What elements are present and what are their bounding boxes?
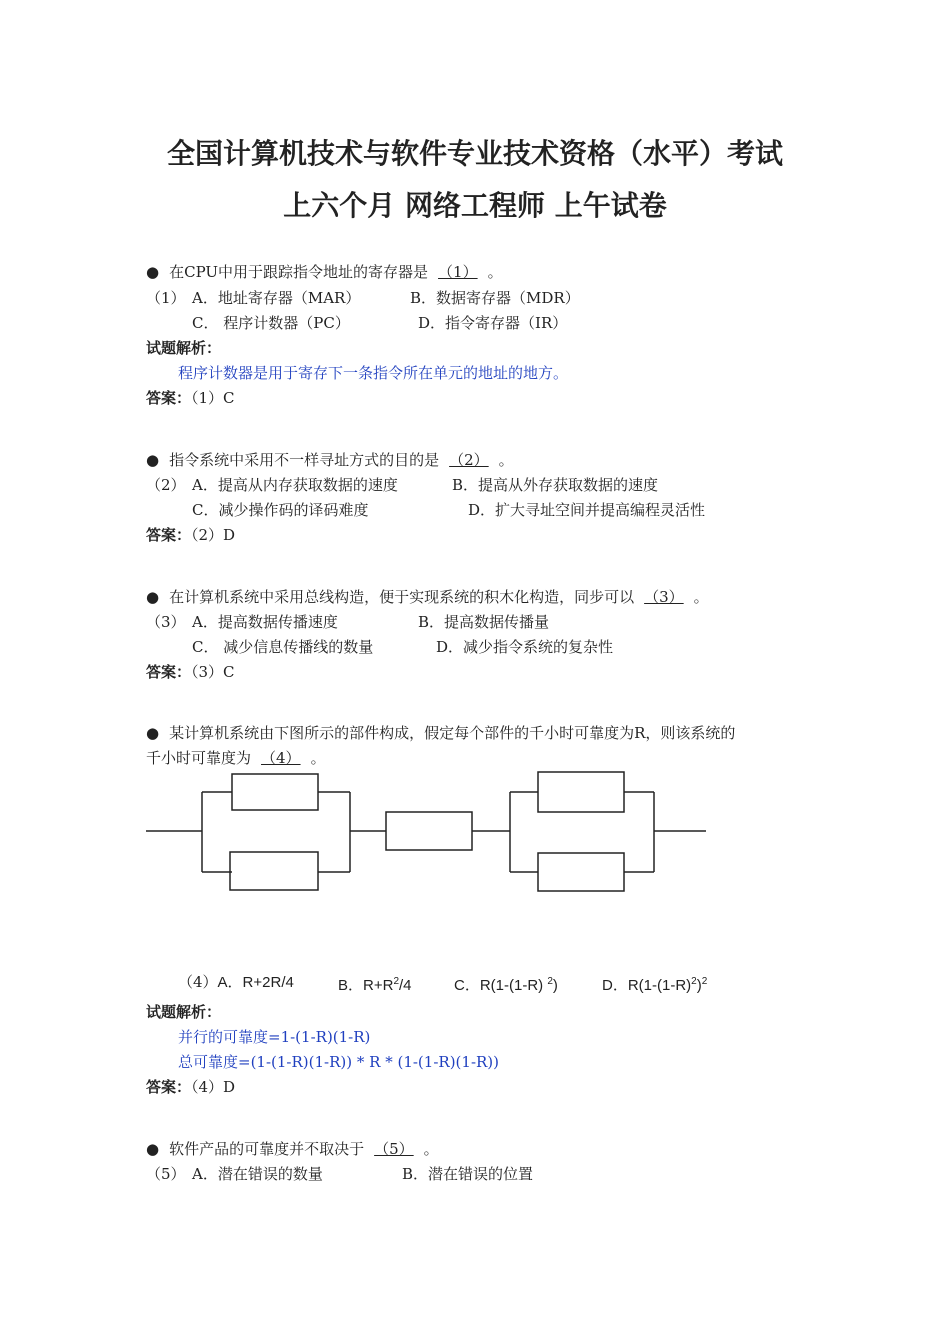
bullet-icon: ● xyxy=(146,1140,160,1158)
answer-blank: （5） xyxy=(374,1140,414,1158)
component-block-bottom-left xyxy=(230,852,318,890)
option-b: B．提高从外存获取数据的速度 xyxy=(452,476,659,494)
option-a: A．R+2R/4 xyxy=(217,974,294,991)
answer-label: 答案： xyxy=(146,663,192,681)
option-b: B．提高数据传播量 xyxy=(418,613,550,631)
question-1-options-row1: （1） A．地址寄存器（MAR） B．数据寄存器（MDR） xyxy=(146,289,580,307)
option-b: B．数据寄存器（MDR） xyxy=(410,289,580,307)
question-3-stem: ● 在计算机系统中采用总线构造，便于实现系统的积木化构造，同步可以 （3） 。 xyxy=(146,588,709,606)
answer-label: 答案： xyxy=(146,1078,192,1096)
option-a: A．提高数据传播速度 xyxy=(192,613,338,631)
answer-blank: （3） xyxy=(644,588,684,606)
question-3-answer: 答案：（3）C xyxy=(146,663,235,681)
question-5-options-row1: （5） A．潜在错误的数量 B．潜在错误的位置 xyxy=(146,1165,534,1183)
option-c: C． 程序计数器（PC） xyxy=(192,314,350,332)
question-3-options-row1: （3） A．提高数据传播速度 B．提高数据传播量 xyxy=(146,613,550,631)
bullet-icon: ● xyxy=(146,724,160,742)
question-4-stem-line1: ● 某计算机系统由下图所示的部件构成，假定每个部件的千小时可靠度为R，则该系统的 xyxy=(146,724,736,742)
question-2-options-row1: （2） A．提高从内存获取数据的速度 B．提高从外存获取数据的速度 xyxy=(146,476,659,494)
component-block-top-right xyxy=(538,772,624,812)
bullet-icon: ● xyxy=(146,451,160,469)
analysis-label: 试题解析： xyxy=(146,339,222,357)
question-1-stem: ● 在CPU中用于跟踪指令地址的寄存器是 （1） 。 xyxy=(146,263,503,281)
question-4-stem-line2: 千小时可靠度为 （4） 。 xyxy=(146,749,326,767)
option-c: C．减少操作码的译码难度 xyxy=(192,501,369,519)
option-d: D．扩大寻址空间并提高编程灵活性 xyxy=(468,501,706,519)
component-block-middle xyxy=(386,812,472,850)
option-b: B．潜在错误的位置 xyxy=(402,1165,534,1183)
option-d: D．$R(1-(1-R)^2)^2$ xyxy=(602,976,708,994)
question-4-options: （4）A．R+2R/4 B．$R+R^2/4$ C．R(1-(1-R) $^2$) D．$R(1-(1-R)^2)^2$ xyxy=(178,973,708,994)
option-d: D．减少指令系统的复杂性 xyxy=(436,638,614,656)
option-a: A．地址寄存器（MAR） xyxy=(192,289,361,307)
component-block-top-left xyxy=(232,774,318,810)
question-5-stem: ● 软件产品的可靠度并不取决于 （5） 。 xyxy=(146,1140,439,1158)
bullet-icon: ● xyxy=(146,588,160,606)
answer-blank: （2） xyxy=(449,451,489,469)
option-b: B．$R+R^2/4$ xyxy=(338,976,412,994)
option-a: A．潜在错误的数量 xyxy=(192,1165,323,1183)
answer-blank: （1） xyxy=(438,263,478,281)
answer-label: 答案： xyxy=(146,389,192,407)
component-block-bottom-right xyxy=(538,853,624,891)
option-d: D．指令寄存器（IR） xyxy=(418,314,568,332)
answer-blank: （4） xyxy=(261,749,301,767)
analysis-text-2: 总可靠度=(1-(1-R)(1-R)) * R * (1-(1-R)(1-R)) xyxy=(178,1053,500,1071)
document-title-line2: 上六个月 网络工程师 上午试卷 xyxy=(283,189,667,222)
option-a: A．提高从内存获取数据的速度 xyxy=(192,476,398,494)
analysis-text-1: 并行的可靠度=1-(1-R)(1-R) xyxy=(178,1028,371,1046)
document-title-line1: 全国计算机技术与软件专业技术资格（水平）考试 xyxy=(166,137,783,170)
question-2-stem: ● 指令系统中采用不一样寻址方式的目的是 （2） 。 xyxy=(146,451,514,469)
question-4-answer: 答案：（4）D xyxy=(146,1078,236,1096)
analysis-label: 试题解析： xyxy=(146,1003,222,1021)
bullet-icon: ● xyxy=(146,263,160,281)
question-1-answer: 答案：（1）C xyxy=(146,389,235,407)
option-c: C． 减少信息传播线的数量 xyxy=(192,638,374,656)
question-2-answer: 答案：（2）D xyxy=(146,526,236,544)
answer-label: 答案： xyxy=(146,526,192,544)
option-c: C．R(1-(1-R) $^2$) xyxy=(454,976,558,994)
analysis-text: 程序计数器是用于寄存下一条指令所在单元的地址的地方。 xyxy=(178,364,569,382)
